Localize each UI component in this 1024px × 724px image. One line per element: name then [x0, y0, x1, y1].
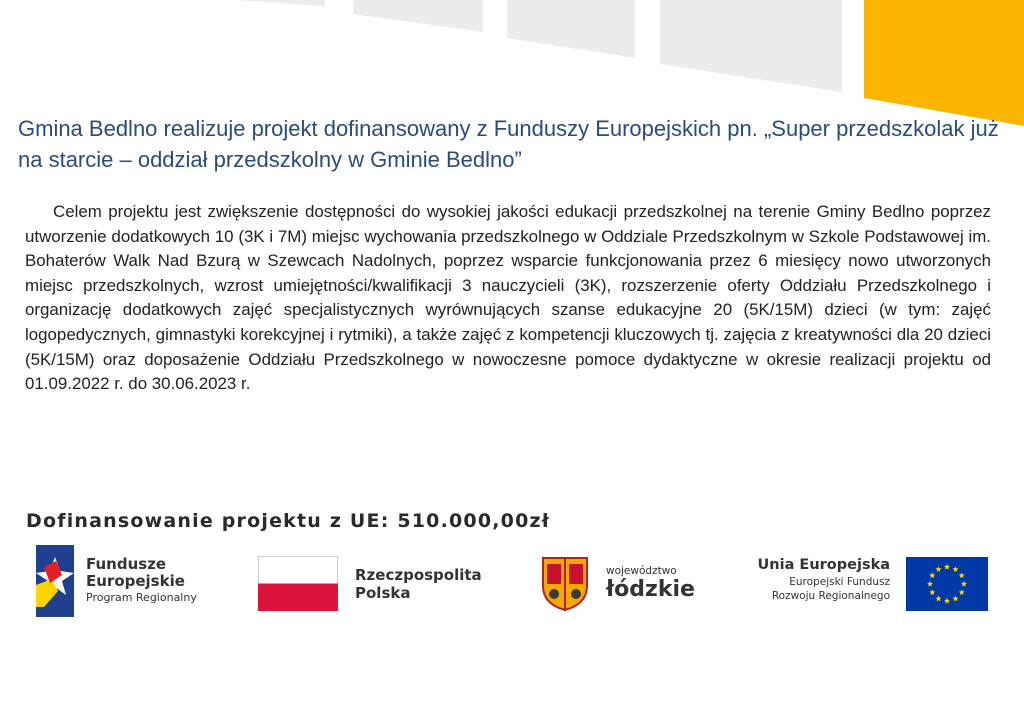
ue-sub2: Rozwoju Regionalnego [771, 590, 890, 602]
rp-line2: Polska [355, 584, 411, 602]
funding-amount: Dofinansowanie projektu z UE: 510.000,00zł [26, 510, 551, 532]
deco-gray-bar-1 [235, 0, 325, 6]
rp-logo-text [355, 566, 482, 602]
ue-title: Unia Europejska [757, 557, 890, 573]
deco-gray-bar-4 [660, 0, 842, 92]
deco-yellow-block [864, 0, 1024, 126]
fe-star-icon [36, 545, 74, 617]
rp-line1: Rzeczpospolita [355, 566, 482, 584]
fe-line1: Fundusze [86, 555, 167, 573]
ue-sub1: Europejski Fundusz [789, 576, 890, 588]
lodzkie-big: łódzkie [606, 577, 695, 602]
lodzkie-logo-text [606, 564, 695, 602]
lodzkie-coat-of-arms-icon [541, 556, 589, 612]
deco-gray-bar-3 [507, 0, 635, 58]
fe-logo-text [86, 556, 197, 606]
fe-line3: Program Regionalny [86, 591, 197, 604]
polish-flag-icon [258, 556, 338, 611]
deco-gray-bar-2 [353, 0, 483, 32]
ue-logo-text [740, 556, 890, 603]
eu-flag-icon [906, 557, 988, 611]
fe-line2: Europejskie [86, 572, 185, 590]
project-description: Celem projektu jest zwiększenie dostępności do wysokiej jakości edukacji przedszkolnej na terenie Gminy Bedlno poprzez utworzenie dodatkowych 10 (3K i 7M) miejsc wychowania przedszkolnego w Oddziale Przedszkolnym w Szkole Podstawowej im. Bohaterów Walk Nad Bzurą w Szewcach Nadolnych, poprzez wsparcie funkcjonowania przez 6 miesięcy nowo utworzonych miejsc przedszkolnych, wzrost umiejętności/kwalifikacji 3 nauczycieli (3K), rozszerzenie oferty Oddziału Przedszkolnego i organizację dodatkowych zajęć specjalistycznych wyrównujących szanse edukacyjne 20 (5K/15M) dzieci (w tym: zajęć logopedycznych, gimnastyki korekcyjnej i rytmiki), a także zajęć z kompetencji kluczowych tj. zajęcia z kreatywności dla 20 dzieci (5K/15M) oraz doposażenie Oddziału Przedszkolnego w nowoczesne pomoce dydaktyczne w okresie realizacji projektu od 01.09.2022 r. do 30.06.2023 r. [25, 202, 991, 394]
page-heading: Gmina Bedlno realizuje projekt dofinansowany z Funduszy Europejskich pn. „Super przedszkolak już na starcie – oddział przedszkolny w Gminie Bedlno” [18, 116, 999, 172]
lodzkie-small: województwo [606, 565, 677, 577]
